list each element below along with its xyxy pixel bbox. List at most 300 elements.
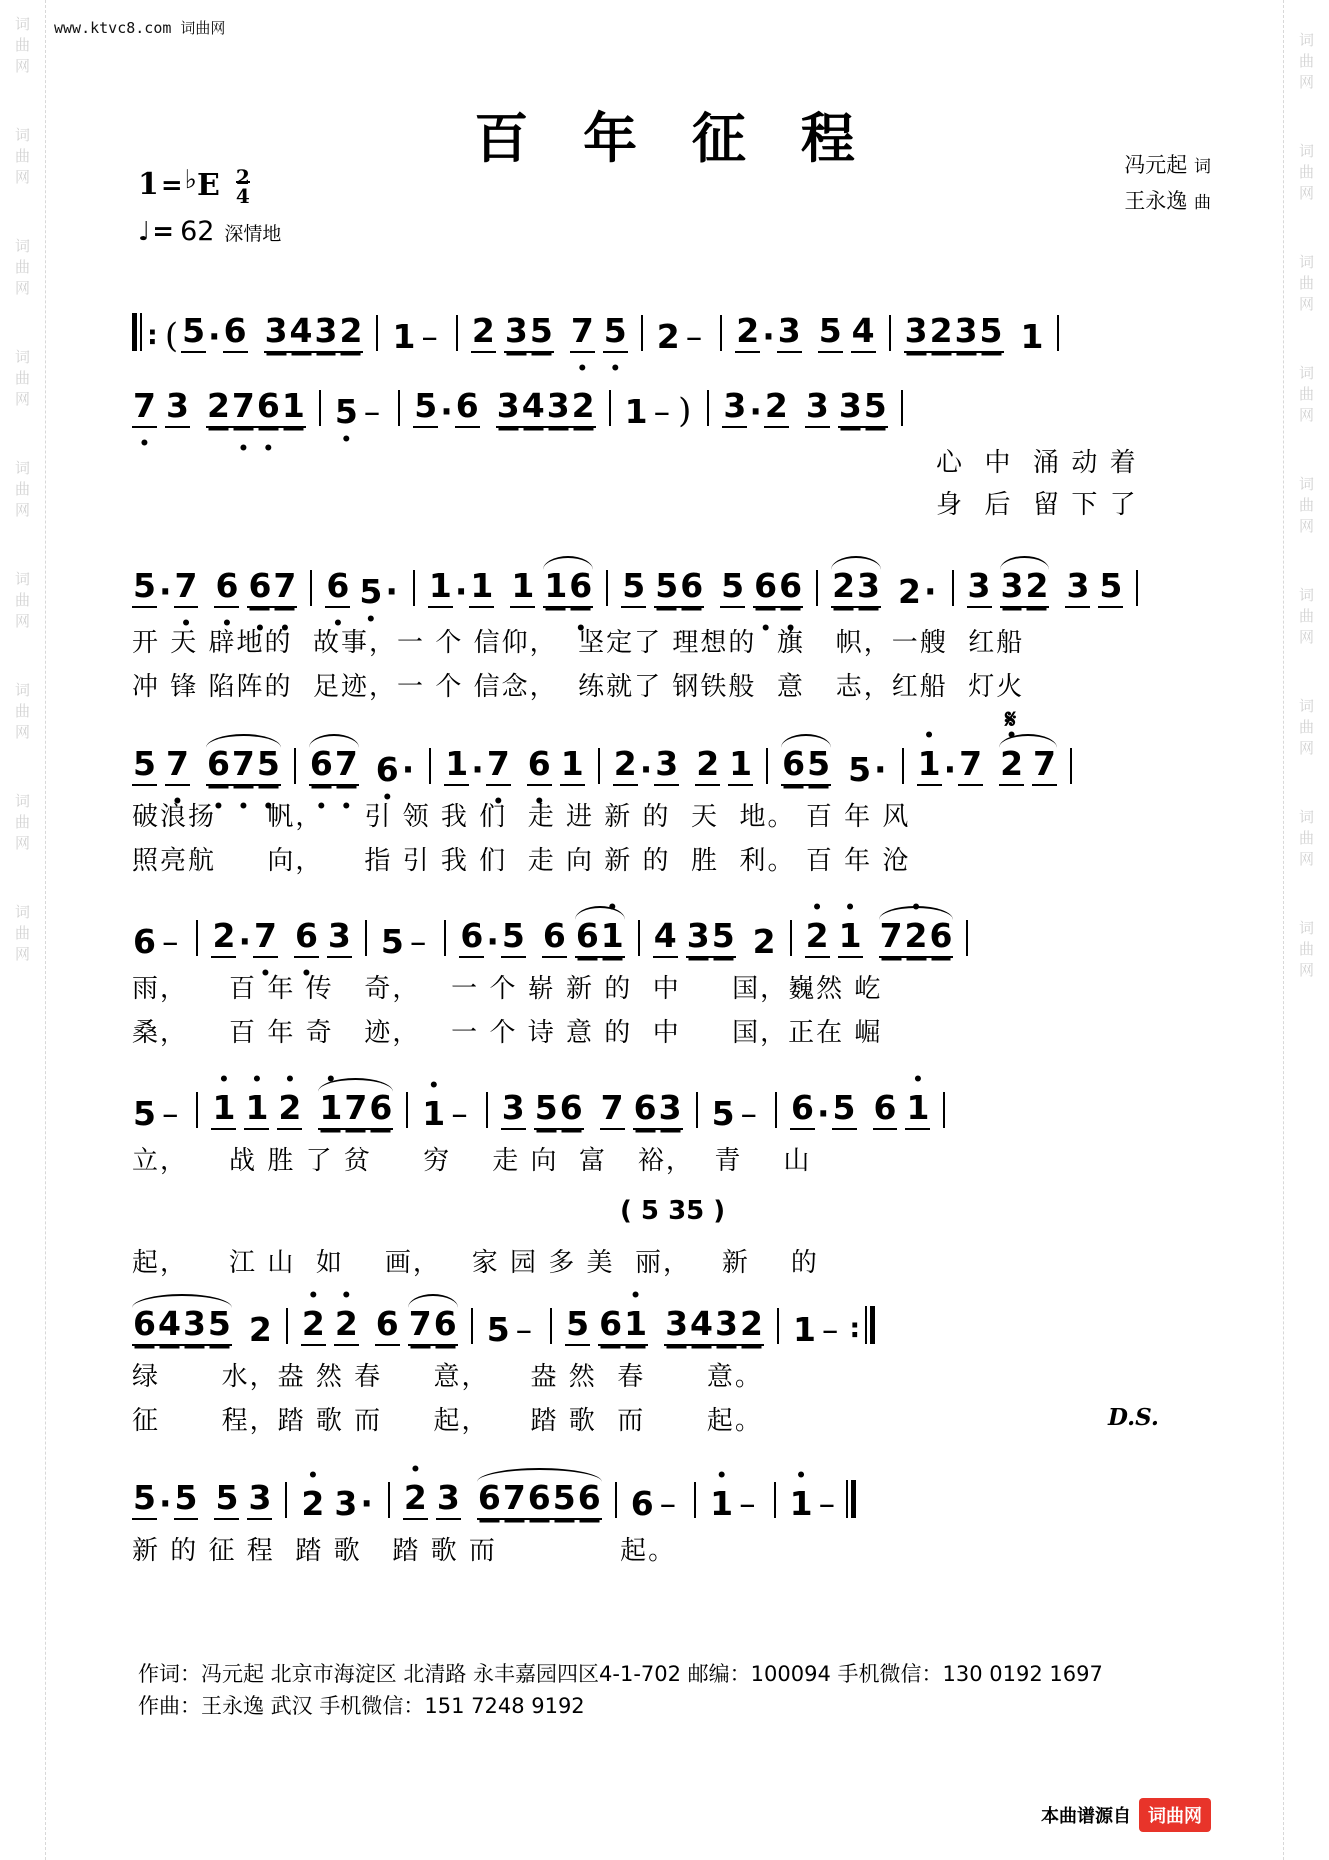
watermark-char: 曲 — [1298, 607, 1314, 625]
note: 5 — [720, 569, 745, 608]
note: 5 — [486, 1310, 510, 1349]
note: 6 • — [753, 569, 778, 608]
watermark-char: 网 — [1298, 295, 1314, 313]
staff-line — [0, 900, 1329, 961]
barline — [638, 920, 640, 956]
duration-dash: – — [740, 1094, 758, 1133]
composer-role: 曲 — [1194, 193, 1211, 213]
barline — [196, 1092, 198, 1128]
watermark-group — [15, 236, 30, 299]
barline — [413, 570, 415, 606]
note: 2 — [613, 747, 638, 786]
watermark-char: 曲 — [1298, 385, 1314, 403]
slur-group — [132, 1304, 232, 1346]
barline — [196, 920, 198, 956]
lyric-verse-1: 新 的 征 程 踏 歌 踏 歌 而 起。 — [132, 1536, 677, 1566]
watermark-char: 网 — [14, 834, 30, 852]
note: 5 • — [334, 395, 359, 428]
barline — [1070, 748, 1072, 784]
note: 7 • — [231, 747, 256, 786]
music-system-2 — [0, 370, 1329, 431]
barline — [606, 570, 608, 606]
tempo-line — [138, 216, 281, 248]
note: 4 — [653, 919, 678, 958]
lyric-verse-2: 桑， 百 年 奇 迹， 一 个 诗 意 的 中 国，正在 崛 — [132, 1018, 883, 1048]
note: 4 — [289, 314, 314, 353]
watermark-char: 网 — [14, 501, 30, 519]
note: 6 — [575, 919, 600, 958]
note: 4 — [157, 1307, 182, 1346]
source-prefix: 本曲谱源自 — [1041, 1806, 1131, 1827]
slur-group — [999, 744, 1057, 786]
barline — [1057, 315, 1059, 351]
lyric-verse-2: 冲 锋 陷阵的 足迹，一 个 信念， 练就了 钢铁般 意 志，红船 灯火 — [132, 672, 1025, 702]
note: 1 — [392, 317, 416, 356]
note: 3 — [182, 1307, 207, 1346]
note: 2 — [338, 314, 363, 353]
slur-group — [477, 1478, 602, 1520]
note: 5 — [133, 1094, 156, 1133]
barline — [376, 315, 378, 351]
note: 2 — [1024, 569, 1049, 608]
note: 5 — [214, 1481, 239, 1520]
note: • 2 — [904, 919, 929, 958]
note: 6 — [459, 919, 484, 958]
watermark-group — [15, 14, 30, 77]
note: 5 — [552, 1481, 577, 1520]
slur-group — [206, 744, 281, 786]
tempo-equals: = — [152, 217, 175, 247]
watermark-char: 词 — [1298, 142, 1314, 160]
note: 3 — [1065, 569, 1090, 608]
duration-dash: – — [421, 317, 438, 356]
note: 5 — [132, 1481, 157, 1520]
note: 2 — [206, 389, 231, 428]
barline — [766, 748, 768, 784]
note: 3 — [496, 389, 521, 428]
barline — [816, 570, 818, 606]
dot-extender: · — [943, 750, 957, 789]
dot-extender: · — [923, 572, 937, 611]
note: 3 — [504, 314, 529, 353]
watermark-char: 网 — [14, 945, 30, 963]
note: 5 — [806, 747, 831, 786]
duration-dash: – — [818, 1484, 836, 1523]
note: • 1 — [211, 1091, 236, 1130]
watermark-char: 词 — [1298, 475, 1314, 493]
note: • 1 — [244, 1091, 269, 1130]
time-denominator: 4 — [236, 181, 250, 208]
note: 1 — [728, 747, 753, 786]
staff-line — [0, 370, 1329, 431]
barline — [1136, 570, 1138, 606]
note: 3 — [838, 389, 863, 428]
note: 6 • — [568, 569, 593, 608]
watermark-char: 曲 — [14, 702, 30, 720]
note: 3 — [546, 389, 571, 428]
note: 1 — [428, 569, 453, 608]
note: 5 — [863, 389, 888, 428]
barline — [790, 920, 792, 956]
source-attribution — [1041, 1798, 1211, 1832]
segno-icon: 𝄋 — [1005, 705, 1017, 735]
watermark-char: 曲 — [1298, 718, 1314, 736]
watermark-group — [15, 791, 30, 854]
slur-group — [831, 566, 881, 608]
staff-line — [0, 1288, 1329, 1349]
note: 3 — [805, 389, 830, 428]
note: 3 — [967, 569, 992, 608]
ds-marking: D.S. — [1108, 1404, 1159, 1431]
note: 6 • — [309, 747, 334, 786]
note: 6 — [133, 922, 156, 961]
duration-dash: – — [739, 1484, 756, 1523]
watermark-char: 曲 — [14, 924, 30, 942]
dot-extender: · — [401, 750, 415, 789]
lyric-verse-1: 心 中 涌 动 着 — [936, 448, 1138, 478]
music-system-8 — [0, 1462, 1329, 1523]
note: 6 • — [375, 753, 400, 786]
duration-dash: – — [363, 392, 381, 431]
barline — [889, 315, 891, 351]
lyric-verse-2: 身 后 留 下 了 — [936, 490, 1138, 520]
watermark-char: 词 — [1298, 586, 1314, 604]
watermark-char: 词 — [1298, 808, 1314, 826]
note: 2 — [739, 1307, 764, 1346]
watermark-char: 网 — [1298, 406, 1314, 424]
equals-sign: = — [160, 171, 183, 201]
note: 4 — [521, 389, 546, 428]
barline — [388, 1482, 390, 1518]
note: 2 — [248, 1310, 272, 1349]
note: • 2 — [300, 1487, 325, 1520]
credits — [1124, 148, 1211, 220]
note: 6 • — [214, 569, 239, 608]
note: 5 — [534, 1091, 559, 1130]
note: 6 • — [778, 569, 803, 608]
note: • 1 — [318, 1091, 343, 1130]
barline — [598, 748, 600, 784]
note: 6 — [630, 1484, 654, 1523]
watermark-char: 网 — [1298, 73, 1314, 91]
note: 6 — [375, 1307, 400, 1346]
footer-line-lyricist: 作词：冯元起 北京市海淀区 北清路 永丰嘉园四区4-1-702 邮编：100094 手机微信：130 0192 1697 — [138, 1662, 1103, 1686]
note: 7 • — [570, 314, 595, 353]
music-system-4 — [0, 728, 1329, 789]
note: • 1 — [600, 919, 625, 958]
barline — [609, 390, 611, 426]
note: 4 — [851, 314, 876, 353]
barline — [966, 920, 968, 956]
site-url: www.ktvc8.com 词曲网 — [54, 19, 226, 37]
note: 7 • — [486, 747, 511, 786]
duration-dash: – — [451, 1094, 468, 1133]
lyricist-credit — [1124, 148, 1211, 184]
watermark-char: 词 — [14, 126, 30, 144]
music-system-7 — [0, 1288, 1329, 1349]
barline — [774, 1482, 776, 1518]
barline — [777, 1308, 779, 1344]
watermark-char: 网 — [1298, 628, 1314, 646]
watermark-char: 词 — [14, 459, 30, 477]
note: 2 — [752, 922, 776, 961]
note: • 2 — [999, 747, 1024, 786]
watermark-char: 网 — [14, 279, 30, 297]
note: • 1 — [838, 919, 863, 958]
note: 5 • — [603, 314, 628, 353]
note: 5 — [501, 919, 526, 958]
note: 3 — [714, 1307, 739, 1346]
barline — [429, 748, 431, 784]
dot-extender: · — [817, 1094, 830, 1133]
note: 6 — [223, 314, 248, 353]
flat-icon: ♭ — [184, 165, 197, 195]
note: 3 — [436, 1481, 461, 1520]
lyric-verse-2: 照亮航 向， 指 引 我 们 走 向 新 的 胜 利。 百 年 沧 — [132, 846, 911, 876]
watermark-char: 词 — [14, 570, 30, 588]
note: 5 — [413, 389, 438, 428]
lyric-verse-2: 起， 江 山 如 画， 家 园 多 美 丽， 新 的 — [132, 1248, 819, 1278]
note: 3 — [654, 747, 679, 786]
note: 7 • — [253, 919, 278, 958]
note: • 2 — [805, 919, 830, 958]
lyric-verse-1: 破浪扬 帆， 引 领 我 们 走 进 新 的 天 地。 百 年 风 — [132, 802, 911, 832]
note: 4 — [689, 1307, 714, 1346]
note: 5 — [132, 747, 157, 786]
open-paren: ( — [164, 316, 179, 356]
note: 2 — [831, 569, 856, 608]
watermark-char: 网 — [1298, 184, 1314, 202]
note: 3 — [501, 1091, 526, 1130]
note: 3 — [658, 1091, 683, 1130]
note: 1 — [469, 569, 494, 608]
music-system-6 — [0, 1072, 1329, 1133]
note: • 1 — [623, 1307, 648, 1346]
note: 6 • — [247, 569, 272, 608]
note: 7 • — [272, 569, 297, 608]
music-system-3 — [0, 550, 1329, 611]
dot-extender: · — [749, 392, 762, 431]
note: 5 — [832, 1091, 857, 1130]
note: 3 — [686, 919, 711, 958]
note: • 2 — [403, 1481, 428, 1520]
note: 5 — [174, 1481, 199, 1520]
note: 6 — [929, 919, 954, 958]
note: 7 • — [334, 747, 359, 786]
slur-group — [543, 566, 593, 608]
dot-extender: · — [158, 572, 172, 611]
dot-extender: · — [238, 922, 251, 961]
note: 5 • — [256, 747, 281, 786]
slur-group — [309, 744, 359, 786]
barline — [406, 1092, 408, 1128]
dot-extender: · — [158, 1484, 172, 1523]
duration-dash: – — [515, 1310, 533, 1349]
optional-notes-parenthetical: ( 5 35 ) — [620, 1196, 726, 1226]
watermark-char: 网 — [14, 723, 30, 741]
quarter-note-icon: ♩ — [138, 217, 151, 247]
note: 5 — [1098, 569, 1123, 608]
barline — [902, 748, 904, 784]
watermark-char: 词 — [14, 15, 30, 33]
note: 1 — [560, 747, 585, 786]
note: 5 — [979, 314, 1004, 353]
watermark-char: 词 — [1298, 697, 1314, 715]
note: 2 — [898, 572, 921, 611]
note: 7 • — [174, 569, 199, 608]
music-system-5 — [0, 900, 1329, 961]
note: 3 — [904, 314, 929, 353]
watermark-char: 词 — [14, 903, 30, 921]
close-paren: ) — [678, 391, 692, 431]
lyric-verse-1: 绿 水，盎 然 春 意， 盎 然 春 意。 — [132, 1362, 763, 1392]
note: 2 — [656, 317, 680, 356]
note: 6 — [559, 1091, 584, 1130]
note: • 2 — [334, 1307, 359, 1346]
note: 3 — [264, 314, 289, 353]
note: 3 — [856, 569, 881, 608]
barline — [444, 920, 446, 956]
watermark-char: 词 — [14, 348, 30, 366]
watermark-char: 词 — [14, 792, 30, 810]
dot-extender: · — [208, 317, 221, 356]
barline — [720, 315, 722, 351]
composer-credit — [1124, 184, 1211, 220]
note: 3 — [327, 919, 352, 958]
watermark-char: 网 — [14, 612, 30, 630]
note: 6 — [679, 569, 704, 608]
do-label: 1 — [138, 167, 159, 202]
note: 5 — [207, 1307, 232, 1346]
watermark-group — [1299, 474, 1314, 537]
note: 6 — [790, 1091, 815, 1130]
watermark-char: 词 — [1298, 31, 1314, 49]
note: 1 — [792, 1310, 816, 1349]
duration-dash: – — [685, 317, 703, 356]
key-line — [138, 165, 281, 208]
barline — [901, 390, 903, 426]
barline — [365, 920, 367, 956]
note: 3 — [722, 389, 747, 428]
watermark-char: 网 — [14, 168, 30, 186]
note: 7 — [600, 1091, 625, 1130]
lyric-verse-1: 开 天 辟地的 故事，一 个 信仰， 坚定了 理想的 旗 帜，一艘 红船 — [132, 628, 1025, 658]
duration-dash: – — [409, 922, 427, 961]
note: 5 — [565, 1307, 590, 1346]
note: 3 — [777, 314, 802, 353]
note: 7 • — [132, 389, 157, 428]
note: 2 — [211, 919, 236, 958]
barline — [486, 1092, 488, 1128]
note: 2 — [571, 389, 596, 428]
note: 6 • — [294, 919, 319, 958]
note: • 2 — [301, 1307, 326, 1346]
barline — [943, 1092, 945, 1128]
staff-line — [0, 728, 1329, 789]
staff-line — [0, 1462, 1329, 1523]
note: 6 — [368, 1091, 393, 1130]
note: 2 — [735, 314, 760, 353]
note: 6 • — [206, 747, 231, 786]
watermark-char: 曲 — [1298, 940, 1314, 958]
note: 2 — [929, 314, 954, 353]
note: 3 — [954, 314, 979, 353]
dot-extender: · — [440, 392, 453, 431]
duration-dash: – — [161, 922, 179, 961]
note: 3 — [165, 389, 190, 428]
slur-group — [408, 1304, 458, 1346]
watermark-char: 曲 — [14, 813, 30, 831]
duration-dash: – — [821, 1310, 839, 1349]
watermark-char: 曲 — [1298, 829, 1314, 847]
note: 5 — [380, 922, 404, 961]
dot-extender: · — [471, 750, 484, 789]
barline — [285, 1482, 287, 1518]
page-title: 百 年 征 程 — [474, 106, 873, 170]
barline — [294, 748, 296, 784]
note: • 1 — [421, 1097, 446, 1130]
barline — [694, 1482, 696, 1518]
note: 1 — [281, 389, 306, 428]
slur-group — [781, 744, 831, 786]
duration-dash: – — [161, 1094, 179, 1133]
watermark-char: 词 — [14, 237, 30, 255]
note: 3 — [247, 1481, 272, 1520]
dot-extender: · — [874, 750, 887, 789]
barline — [550, 1308, 552, 1344]
key-signature-block — [138, 165, 282, 248]
note: 6 — [132, 1307, 157, 1346]
note: 5 — [848, 750, 872, 789]
time-signature — [235, 165, 250, 208]
note: 1 — [444, 747, 469, 786]
note: 1 — [624, 392, 648, 431]
note: • 2 — [277, 1091, 302, 1130]
note: 7 • — [165, 747, 190, 786]
lyricist-name: 冯元起 — [1124, 153, 1188, 177]
note: 6 — [477, 1481, 502, 1520]
watermark-char: 词 — [14, 681, 30, 699]
note: 2 — [695, 747, 720, 786]
slur-group — [1000, 566, 1050, 608]
lyricist-role: 词 — [1194, 157, 1211, 177]
source-badge[interactable]: 词曲网 — [1139, 1798, 1211, 1832]
watermark-char: 网 — [1298, 739, 1314, 757]
watermark-char: 曲 — [14, 36, 30, 54]
slur-group — [879, 916, 954, 958]
watermark-char: 网 — [1298, 850, 1314, 868]
footer-credits — [138, 1658, 1103, 1722]
watermark-char: 曲 — [14, 480, 30, 498]
lyric-verse-2: 征 程，踏 歌 而 起， 踏 歌 而 起。 — [132, 1406, 763, 1436]
note: 6 — [577, 1481, 602, 1520]
repeat-start-barline: : — [132, 313, 158, 351]
watermark-char: 网 — [14, 57, 30, 75]
watermark-char: 曲 — [1298, 163, 1314, 181]
note: 7 — [879, 919, 904, 958]
note: 7 — [1032, 747, 1057, 786]
barline — [398, 390, 400, 426]
note: 5 • — [358, 575, 383, 608]
note: 6 — [633, 1091, 658, 1130]
watermark-char: 网 — [1298, 961, 1314, 979]
note: 6 — [542, 919, 567, 958]
barline — [707, 390, 709, 426]
dot-extender: · — [454, 572, 468, 611]
watermark-char: 网 — [14, 390, 30, 408]
note: • 1 — [709, 1487, 734, 1520]
note: 6 — [433, 1307, 458, 1346]
